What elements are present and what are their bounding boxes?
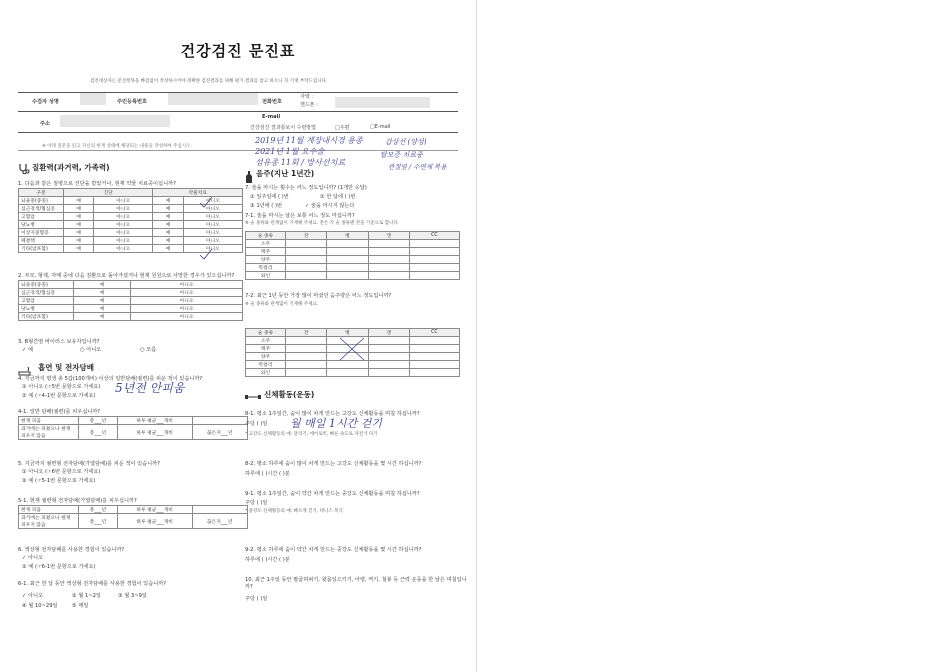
blank-page: [477, 0, 950, 672]
result-method-label: 건강검진 결과통보서 수령방법: [250, 125, 316, 131]
section-drinking: 음주(지난 1년간): [256, 169, 315, 178]
q7-opt-3: ③ 1년에 ( )번: [250, 203, 282, 209]
table-row: 소주: [246, 240, 460, 248]
question-8-2: 8-2. 평소 하루에 숨이 많이 차게 만드는 고강도 신체활동을 몇 시간 하십니까?: [245, 461, 422, 467]
handwritten-q4: 5년전 안피움: [115, 381, 185, 395]
table-row: 기타(암포함) 예 아니오 예 아니오: [19, 245, 243, 253]
question-2: 2. 부모, 형제, 자매 중에 다음 질환으로 돌아가셨거나 현재 원원으로 사망한 경우가 있으십니까?: [18, 273, 235, 279]
disease-table: 구분 진단 약물치료 뇌졸중(중풍) 예 아니오 예 아니오 심근경색/협심증 예 아니오 예 아니오 고혈압 예 아니오 예 아니오 당뇨병 예 아니오 예 아니오 이상지질혈증 예 아니오 예 아니오 폐결핵 예 아니오 예 아니오 기타(암포함) 예 아니오 예 아니오: [18, 188, 243, 253]
table-row: 와인: [246, 272, 460, 280]
table-row: 과거에는 피웠으나 현재 피우지 않음 총___년 하루 평균___개비 끊은지___년: [19, 425, 248, 440]
question-7-1: 7-1. 술을 마시는 날은 보통 어느 정도 마십니까?: [245, 213, 355, 219]
table-row: 막걸리: [246, 361, 460, 369]
question-4: 4. 지금까지 평생 총 5갑(100개비) 이상의 일반담배(궐련)를 피운 적이 있습니까?: [18, 376, 203, 382]
table-row: 막걸리: [246, 264, 460, 272]
q92-answer: 하루에 ( )시간 ( )분: [245, 557, 290, 563]
q61-opt-5: ⑤ 매일: [72, 603, 89, 609]
q4-opt-yes: ② 예 (☞4-1번 문항으로 가세요): [22, 393, 96, 399]
stethoscope-icon: [18, 160, 30, 179]
section-smoking: 흡연 및 전자담배: [38, 363, 94, 372]
question-7-2: 7-2. 최근 1년 동안 가장 많이 마셨던 음주량은 어느 정도입니까?: [245, 293, 392, 299]
table-row: 이상지질혈증 예 아니오 예 아니오: [19, 229, 243, 237]
handwritten-note-1: 2019년 11월 계장내시경 용종: [255, 136, 363, 145]
table-row: 고혈압 예 아니오: [19, 297, 243, 305]
q3-opt-yes: ✓ 예: [22, 347, 34, 353]
drink-table-1: 술 종류 잔 병 캔 CC 소주 맥주 양주 막걸리 와인: [245, 231, 460, 280]
redacted-phone: [335, 97, 430, 108]
q61-opt-1: ✓ 아니오: [22, 593, 44, 599]
phone-label: 전화번호: [262, 99, 283, 105]
smoking-table: [18, 416, 248, 440]
table-row: 양주: [246, 353, 460, 361]
question-9-1: 9-1. 평소 1주일간, 숨이 약간 차게 만드는 중강도 신체활동을 며칠 하십니까?: [245, 491, 420, 497]
q7-opt-2: ② 한 달에 ( )번: [320, 194, 356, 200]
q10-answer: 주당 ( )일: [245, 596, 268, 602]
address-label: 주소: [40, 121, 51, 127]
redacted-address: [60, 115, 170, 127]
table-row: 폐결핵 예 아니오 예 아니오: [19, 237, 243, 245]
question-7: 7. 술을 마시는 횟수는 어느 정도입니까? (1개만 응답): [245, 185, 367, 191]
handwritten-note-6: 관절염 / 수면제 복용: [388, 163, 447, 171]
table-row: 고혈압 예 아니오 예 아니오: [19, 213, 243, 221]
handwritten-q8: 월 매일 1시간 걷기: [290, 417, 382, 430]
q3-opt-unknown: ○ 모름: [140, 347, 157, 353]
table-row: 당뇨병 예 아니오: [19, 305, 243, 313]
pen-cross-mark: [338, 336, 366, 362]
question-5: 5. 지금까지 궐련형 전자담배(가열담배)를 피운 적이 있습니까?: [18, 461, 160, 467]
question-4-1: 4-1. 일반 담배(궐련)를 피우십니까?: [18, 409, 101, 415]
family-history-table: [18, 280, 243, 321]
table-row: 와인: [246, 369, 460, 377]
heated-tobacco-table: [18, 505, 248, 529]
handwritten-note-3: 섬유종 11회 / 방사선치료: [255, 158, 346, 167]
q8-note: * 고강도 신체활동의 예: 달리기, 에어로빅, 빠른 속도로 자전거 타기: [245, 432, 378, 437]
question-5-1: 5-1. 현재 궐련형 전자담배(가열담배)를 피우십니까?: [18, 498, 137, 504]
question-3: 3. B형간염 바이러스 보유자입니까?: [18, 339, 100, 345]
question-6-1: 6-1. 최근 한 달 동안 액상형 전자담배를 사용한 경험이 있습니까?: [18, 581, 166, 587]
table-row: 현재 피움 총___년 하루 평균___개비: [19, 506, 248, 514]
q6-opt-no: ✓ 아니오: [22, 555, 44, 561]
exercise-icon: [245, 388, 261, 407]
redacted-rrn: [168, 93, 258, 105]
name-label: 수검자 성명: [32, 99, 59, 105]
q4-opt-no: ① 아니오 (☞5번 문항으로 가세요): [22, 384, 101, 390]
question-9-2: 9-2. 평소 하루에 숨이 약간 차게 만드는 중강도 신체활동을 몇 시간 하십니까?: [245, 547, 422, 553]
table-row: 뇌졸중(중풍) 예 아니오: [19, 281, 243, 289]
q72-note: ※ 술 종류와 관계없이 기재해 주세요.: [245, 302, 319, 307]
result-opt-post: □우편: [335, 125, 350, 131]
table-row: 맥주: [246, 345, 460, 353]
q8-answer: 주당 ( )일: [245, 421, 268, 427]
q5-opt-yes: ② 예 (☞5-1번 문항으로 가세요): [22, 478, 96, 484]
table-row: 현재 피움 총___년 하루 평균___개비: [19, 417, 248, 425]
rrn-label: 주민등록번호: [117, 99, 148, 105]
phone-home: 자택 :: [300, 94, 313, 100]
page-title: 건강검진 문진표: [180, 42, 296, 60]
section-disease-history: 질환력(과거력, 가족력): [32, 163, 110, 172]
table-row: 심근경색/협심증 예 아니오 예 아니오: [19, 205, 243, 213]
instruction-notice: ※ 아래 질문을 읽고 자신의 현재 상태에 해당되는 내용을 작성하여 주십시오.: [42, 144, 192, 149]
question-8-1: 8-1. 평소 1주일간, 숨이 많이 차게 만드는 고강도 신체활동을 며칠 하십니까?: [245, 411, 420, 417]
drink-table-2: 술 종류 잔 병 캔 CC 소주 맥주 양주 막걸리 와인: [245, 328, 460, 377]
table-row: 뇌졸중(중풍) 예 아니오 예 아니오: [19, 197, 243, 205]
redacted-name: [80, 93, 106, 105]
q6-opt-yes: ② 예 (☞6-1번 문항으로 가세요): [22, 564, 96, 570]
q7-opt-4: ✓ 술을 마시지 않는다: [305, 203, 355, 209]
phone-mobile: 핸드폰 :: [300, 102, 318, 108]
q82-answer: 하루에 ( )시간 ( )분: [245, 471, 290, 477]
pen-checkmarks: [190, 195, 240, 265]
q3-opt-no: ○ 아니오: [80, 347, 102, 353]
handwritten-note-2: 2021년 1월 요수술: [255, 147, 325, 156]
q5-opt-no: ① 아니오 (☞6번 문항으로 가세요): [22, 469, 101, 475]
table-row: 양주: [246, 256, 460, 264]
table-row: 심근경색/협심증 예 아니오: [19, 289, 243, 297]
intro-text: 검진대상자는 문진항목을 빠짐없이 작성하시어야 정확한 검진결과를 위해 평가 결과를 참고 하오니 꼭 기재 부탁드립니다.: [90, 79, 328, 84]
table-row: 소주: [246, 337, 460, 345]
question-6: 6. 액상형 전자담배를 사용한 경험이 있습니까?: [18, 547, 125, 553]
question-10: 10. 최근 1주일 동안 팔굽혀펴기, 윗몸일으키기, 아령, 역기, 철봉 등 근력 운동을 한 날은 며칠입니까?: [245, 577, 467, 590]
q61-opt-2: ② 월 1~2일: [72, 593, 101, 599]
email-label: E-mail: [262, 114, 281, 120]
handwritten-note-4: 탈모증 치료중: [380, 151, 423, 159]
table-row: 맥주: [246, 248, 460, 256]
table-row: 기타(암포함) 예 아니오: [19, 313, 243, 321]
q71-note: ※ 술 종류와 관계없이 기재해 주세요. 잔은 각 술 종류별 잔을 기준으로 합니다.: [245, 221, 400, 226]
q9-answer: 주당 ( )일: [245, 500, 268, 506]
question-1: 1. 다음과 같은 질병으로 진단을 받았거나, 현재 약물 치료중이십니까?: [18, 181, 176, 187]
q9-note: * 중강도 신체활동의 예: 빠르게 걷기, 테니스 복식: [245, 509, 343, 514]
result-opt-email: □E-mail: [370, 124, 391, 130]
q61-opt-3: ③ 월 3~9일: [118, 593, 147, 599]
table-row: 과거에는 피웠으나 현재 피우지 않음 총___년 하루 평균___개비 끊은지___년: [19, 514, 248, 529]
q7-opt-1: ① 일주일에 ( )번: [250, 194, 289, 200]
table-row: 당뇨병 예 아니오 예 아니오: [19, 221, 243, 229]
q61-opt-4: ④ 월 10~29일: [22, 603, 58, 609]
handwritten-note-5: 갑상선 (양성): [385, 138, 427, 146]
section-physical-activity: 신체활동(운동): [264, 390, 315, 399]
